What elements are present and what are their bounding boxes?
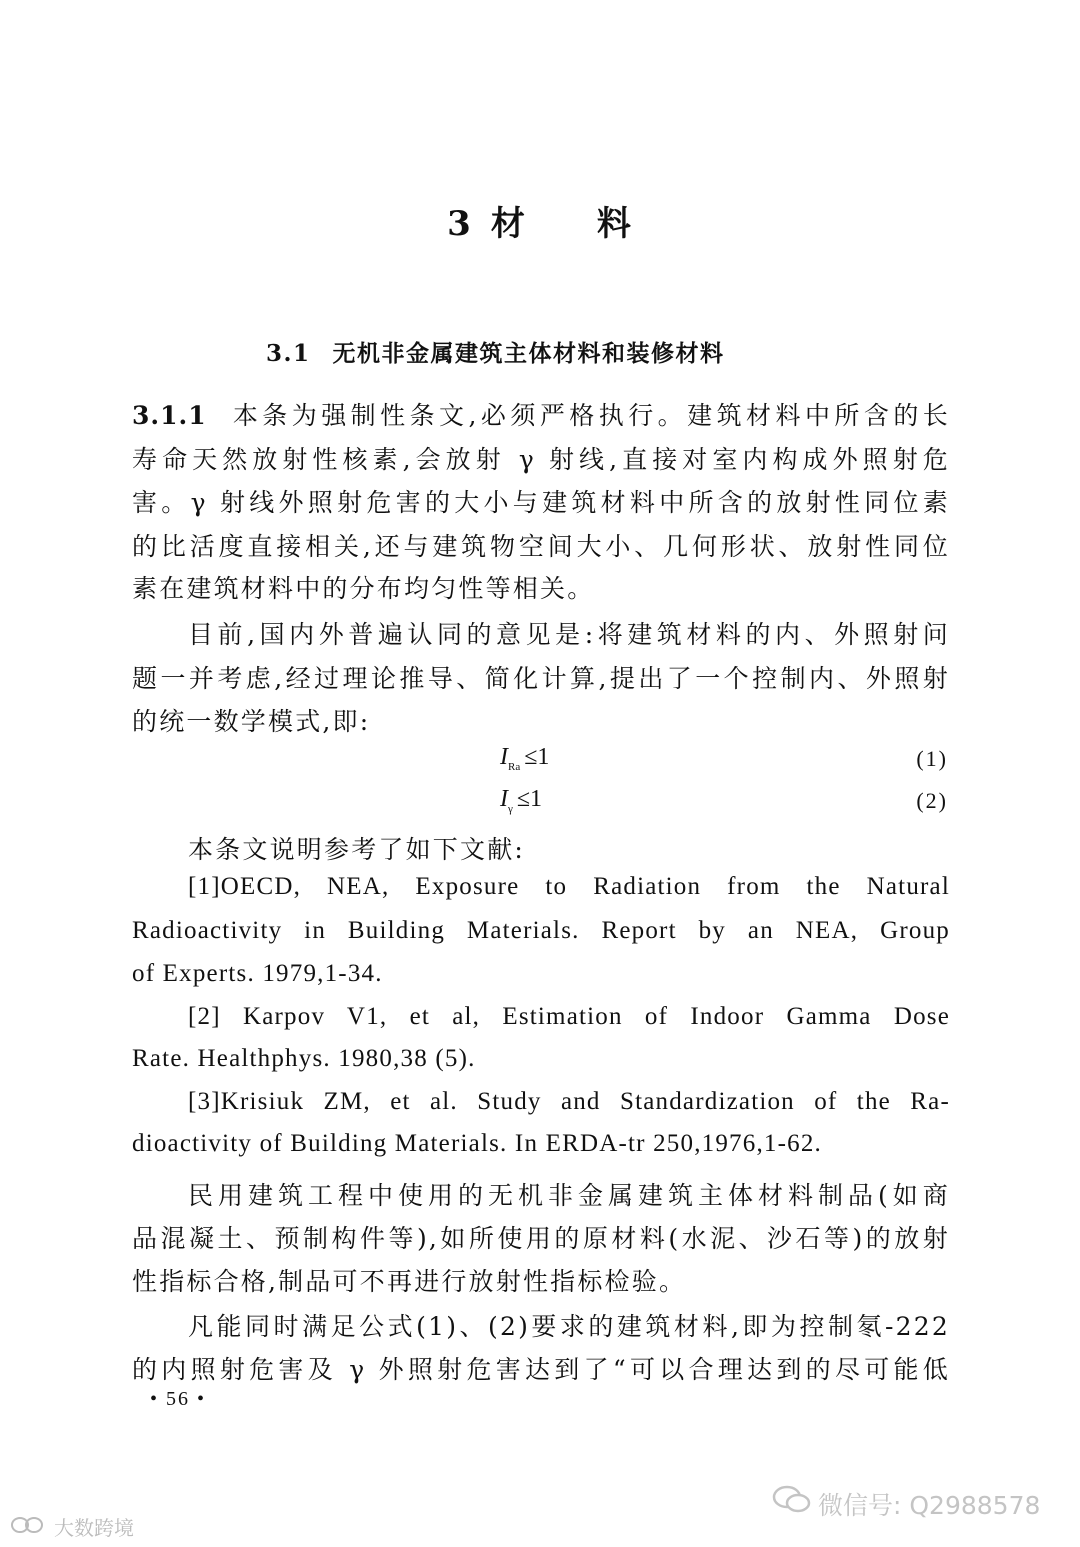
- body-line: 寿命天然放射性核素,会放射 γ 射线,直接对室内构成外照射危: [132, 445, 950, 474]
- page-number: • 56 •: [150, 1388, 207, 1410]
- watermark-right: [772, 1484, 1040, 1522]
- body-line: [132, 396, 950, 432]
- body-line: 素在建筑材料中的分布均匀性等相关。: [132, 574, 595, 603]
- chapter-number: 3: [447, 204, 473, 244]
- reference-line: [3]Krisiuk ZM, et al. Study and Standardization of the Ra-: [188, 1088, 950, 1115]
- body-line: 题一并考虑,经过理论推导、简化计算,提出了一个控制内、外照射: [132, 664, 950, 693]
- section-heading: [266, 335, 725, 368]
- formula-number-2: (2): [916, 788, 948, 813]
- formula-subscript: Ra: [508, 760, 521, 773]
- formula-1: [500, 744, 549, 773]
- formula-relation: ≤1: [524, 744, 550, 770]
- formula-subscript: γ: [508, 802, 513, 815]
- body-line: 的统一数学模式,即:: [132, 707, 371, 736]
- clause-number: 3.1.1: [132, 401, 207, 430]
- body-line: 害。γ 射线外照射危害的大小与建筑材料中所含的放射性同位素: [132, 488, 950, 517]
- reference-line: [1]OECD, NEA, Exposure to Radiation from the Natural: [188, 873, 950, 900]
- body-line: 性指标合格,制品可不再进行放射性指标检验。: [132, 1267, 687, 1296]
- reference-line: dioactivity of Building Materials. In ERDA-tr 250,1976,1-62.: [132, 1130, 822, 1157]
- body-line: 民用建筑工程中使用的无机非金属建筑主体材料制品(如商: [188, 1181, 950, 1210]
- body-line: 的内照射危害及 γ 外照射危害达到了“可以合理达到的尽可能低: [132, 1355, 950, 1384]
- chapter-title-part-2: 料: [596, 204, 633, 244]
- body-text: 本条为强制性条文,必须严格执行。建筑材料中所含的长: [230, 401, 950, 430]
- formula-number-1: (1): [916, 746, 948, 771]
- body-line: 品混凝土、预制构件等),如所使用的原材料(水泥、沙石等)的放射: [132, 1224, 950, 1253]
- formula-relation: ≤1: [516, 786, 543, 812]
- chapter-title: [0, 196, 1080, 245]
- body-line: 目前,国内外普遍认同的意见是:将建筑材料的内、外照射问: [188, 620, 950, 649]
- body-line: 的比活度直接相关,还与建筑物空间大小、几何形状、放射性同位: [132, 532, 950, 561]
- chapter-title-part-1: 材: [490, 204, 527, 244]
- section-title: 无机非金属建筑主体材料和装修材料: [332, 341, 725, 367]
- watermark-right-text: 微信号: Q2988578: [818, 1491, 1041, 1520]
- reference-line: Radioactivity in Building Materials. Report by an NEA, Group: [132, 917, 950, 944]
- reference-line: [2] Karpov V1, et al, Estimation of Indoor Gamma Dose: [188, 1003, 950, 1030]
- refs-intro: 本条文说明参考了如下文献:: [188, 835, 526, 864]
- wechat-icon: [772, 1484, 812, 1520]
- section-number: 3.1: [266, 340, 311, 367]
- logo-icon: [10, 1515, 48, 1540]
- formula-symbol: I: [500, 786, 508, 812]
- reference-line: of Experts. 1979,1-34.: [132, 960, 383, 987]
- formula-2: [500, 786, 542, 815]
- watermark-left-text: 大数跨境: [54, 1516, 134, 1540]
- body-line: 凡能同时满足公式(1)、(2)要求的建筑材料,即为控制氡-222: [188, 1312, 950, 1341]
- reference-line: Rate. Healthphys. 1980,38 (5).: [132, 1045, 476, 1072]
- formula-symbol: I: [500, 744, 508, 770]
- watermark-left: [10, 1512, 134, 1541]
